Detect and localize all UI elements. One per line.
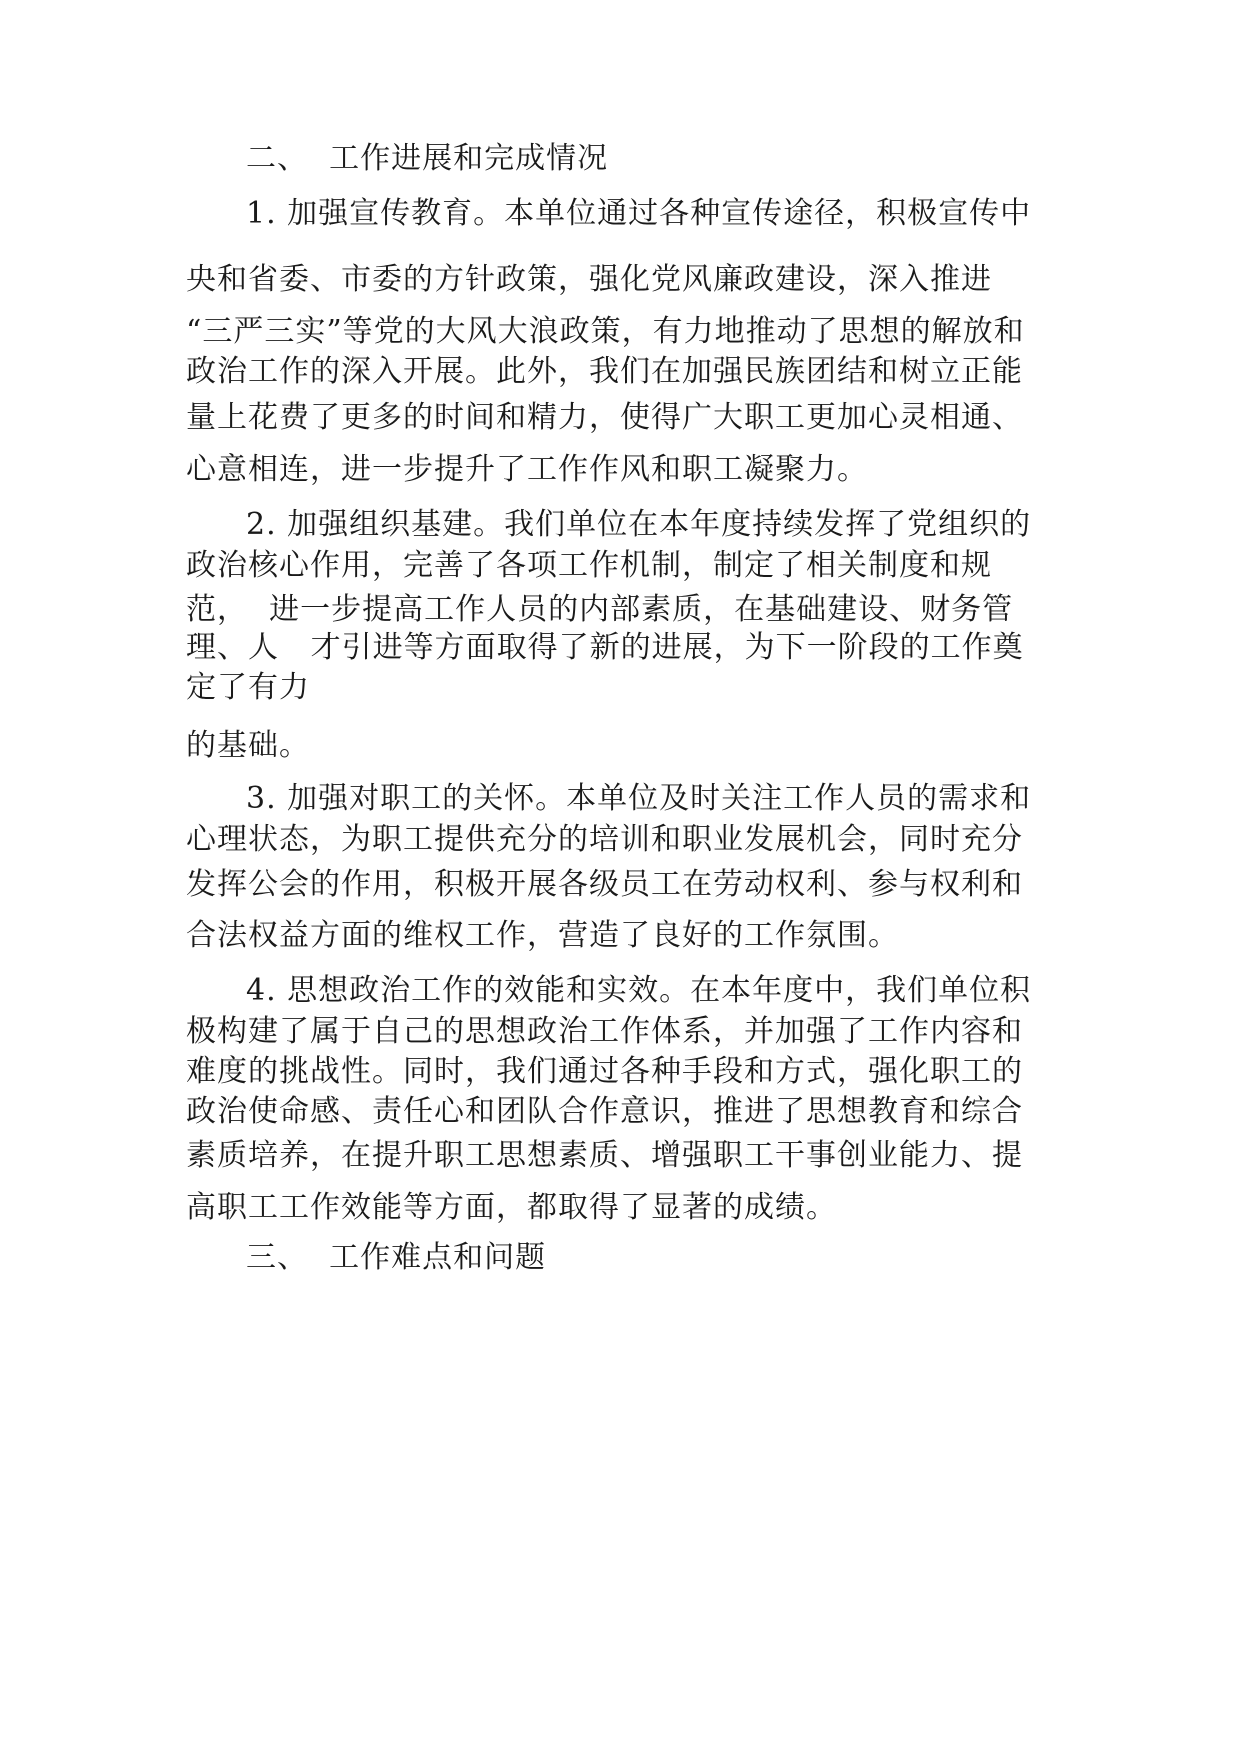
paragraph-2-line-4: 理、人 才引进等方面取得了新的进展，为下一阶段的工作奠: [186, 630, 1024, 665]
paragraph-1-line-1: 1. 加强宣传教育。本单位通过各种宣传途径，积极宣传中: [246, 196, 1032, 231]
section-heading-two: 二、 工作进展和完成情况: [246, 141, 609, 176]
paragraph-3-line-2: 心理状态，为职工提供充分的培训和职业发展机会，同时充分: [186, 822, 1023, 857]
paragraph-2-line-6: 的基础。: [186, 728, 310, 763]
paragraph-2-line-1: 2. 加强组织基建。我们单位在本年度持续发挥了党组织的: [246, 507, 1032, 542]
paragraph-4-line-5: 素质培养，在提升职工思想素质、增强职工干事创业能力、提: [186, 1138, 1023, 1173]
paragraph-4-line-2: 极构建了属于自己的思想政治工作体系，并加强了工作内容和: [186, 1014, 1023, 1049]
paragraph-2-line-3: 范， 进一步提高工作人员的内部素质，在基础建设、财务管: [186, 592, 1014, 627]
paragraph-4-line-1: 4. 思想政治工作的效能和实效。在本年度中，我们单位积: [246, 973, 1032, 1008]
section-heading-three: 三、 工作难点和问题: [246, 1240, 547, 1275]
paragraph-4-line-3: 难度的挑战性。同时，我们通过各种手段和方式，强化职工的: [186, 1054, 1023, 1089]
paragraph-3-line-1: 3. 加强对职工的关怀。本单位及时关注工作人员的需求和: [246, 781, 1032, 816]
paragraph-1-line-5: 量上花费了更多的时间和精力，使得广大职工更加心灵相通、: [186, 400, 1023, 435]
paragraph-1-line-3: “三严三实”等党的大风大浪政策，有力地推动了思想的解放和: [186, 314, 1025, 349]
paragraph-1-line-2: 央和省委、市委的方针政策，强化党风廉政建设，深入推进: [186, 262, 992, 297]
paragraph-1-line-4: 政治工作的深入开展。此外，我们在加强民族团结和树立正能: [186, 354, 1023, 389]
paragraph-4-line-6: 高职工工作效能等方面，都取得了显著的成绩。: [186, 1190, 837, 1225]
paragraph-2-line-5: 定了有力: [186, 670, 310, 705]
paragraph-3-line-3: 发挥公会的作用，积极开展各级员工在劳动权利、参与权利和: [186, 867, 1023, 902]
paragraph-2-line-2: 政治核心作用，完善了各项工作机制，制定了相关制度和规: [186, 548, 992, 583]
paragraph-1-line-6: 心意相连，进一步提升了工作作风和职工凝聚力。: [186, 452, 868, 487]
paragraph-4-line-4: 政治使命感、责任心和团队合作意识，推进了思想教育和综合: [186, 1094, 1023, 1129]
paragraph-3-line-4: 合法权益方面的维权工作，营造了良好的工作氛围。: [186, 918, 899, 953]
